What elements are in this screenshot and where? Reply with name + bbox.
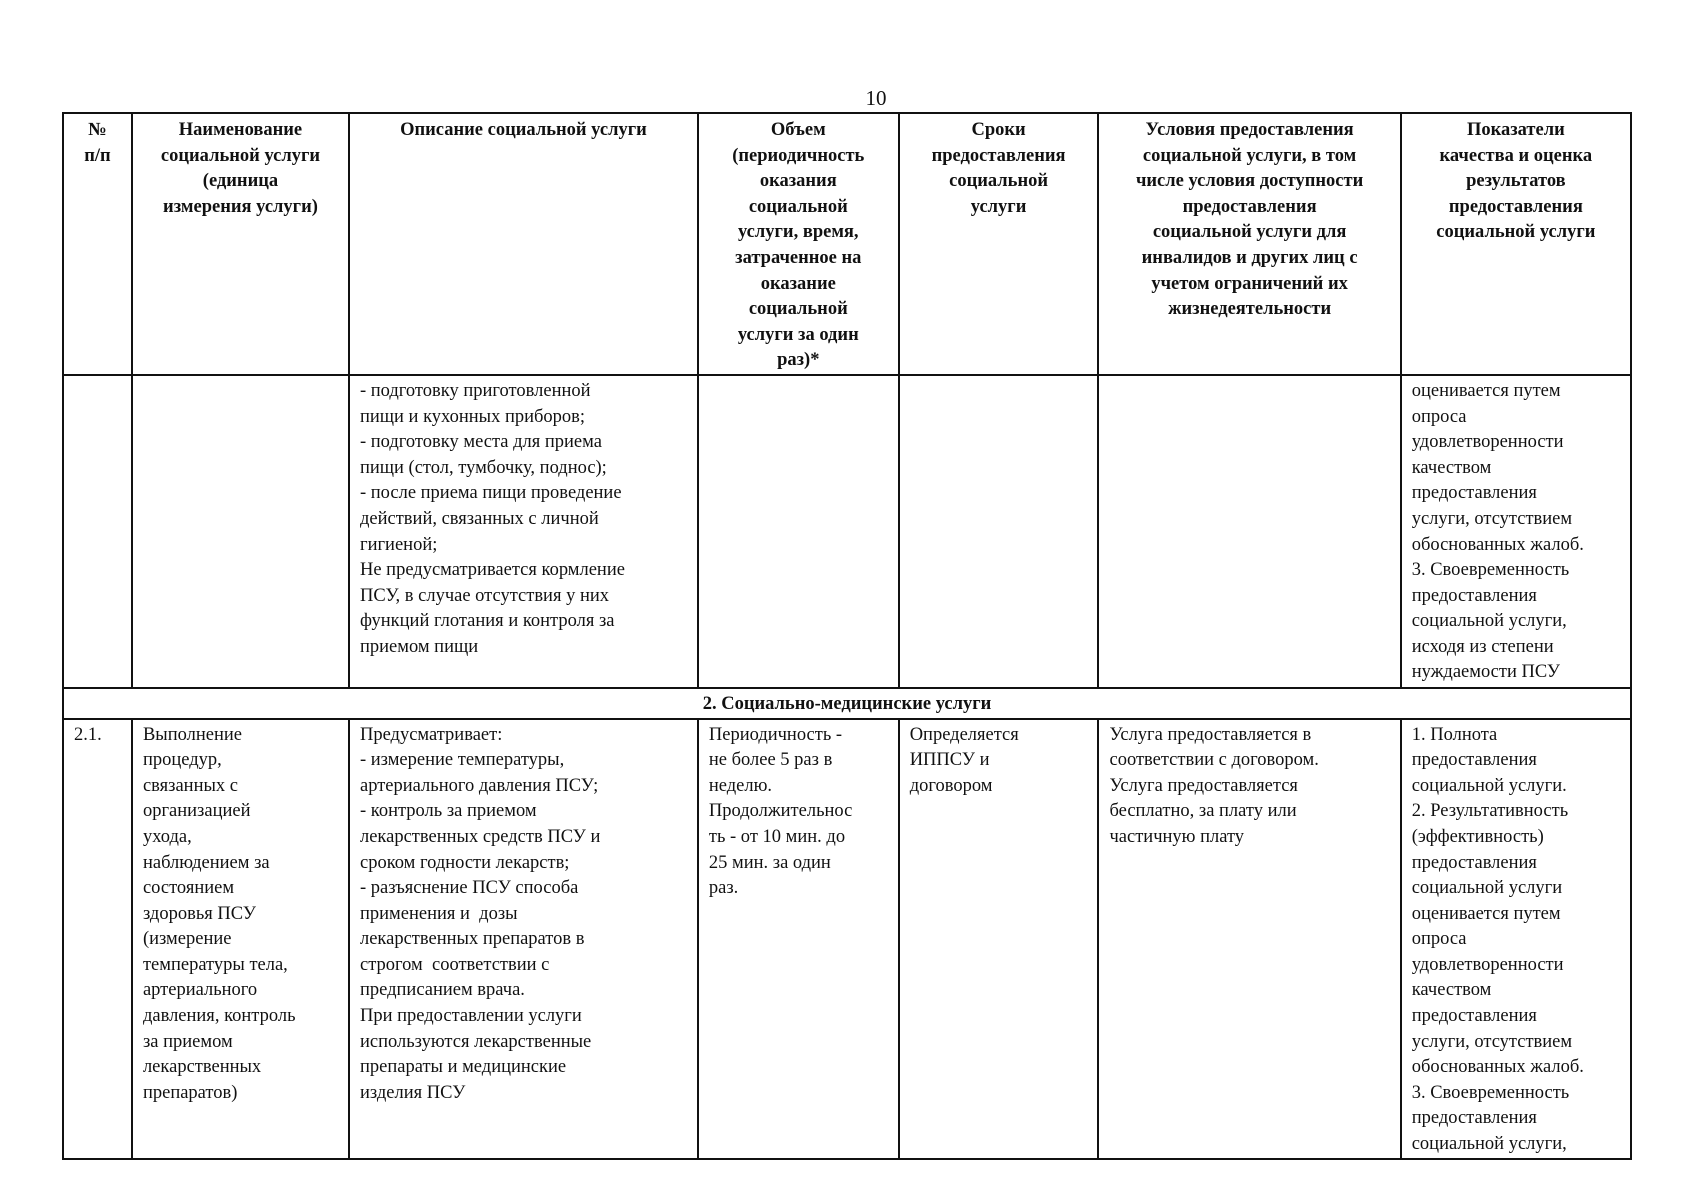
text-line: пищи и кухонных приборов; [359,406,586,427]
text-line: предоставления [1411,585,1537,606]
text-line: Предусматривает: [359,724,503,745]
header-service-name [132,113,349,375]
text-line: строгом соответствии с [359,954,550,975]
text-line: лекарственных средств ПСУ и [359,826,601,847]
text-line: опроса [1411,406,1467,427]
text-line: услуги [970,196,1027,217]
text-line: - контроль за приемом [359,801,537,822]
text-line: оказания [759,171,837,192]
text-line: применения и дозы [359,903,518,924]
text-line: социальной услуги для [1152,222,1347,243]
text-line: Продолжительнос [708,801,853,822]
cell-description [349,719,698,1159]
text-line: бесплатно, за плату или [1109,801,1297,822]
text-line: препаратов) [142,1082,238,1103]
text-line: ПСУ, в случае отсутствия у них [359,585,610,606]
text-line: - подготовку приготовленной [359,380,591,401]
text-line: Условия предоставления [1145,120,1354,140]
text-line: 2. Результативность [1411,801,1569,822]
text-line: 25 мин. за один [708,852,831,873]
text-line: удовлетворенности [1411,432,1564,453]
text-line: здоровья ПСУ [142,903,256,924]
text-line: температуры тела, [142,954,288,975]
text-line: услуги, отсутствием [1411,508,1573,529]
text-line: (измерение [142,929,232,950]
text-line: социальной [748,299,848,320]
text-line: обоснованных жалоб. [1411,1057,1584,1078]
text-line: соответствии с договором. [1109,750,1319,771]
text-line: социальной услуги [1411,878,1563,899]
text-line: социальной [949,171,1049,192]
text-line: - подготовку места для приема [359,432,602,453]
cell-name [132,719,349,1159]
cell-description [349,375,698,688]
text-line: давления, контроль [142,1006,296,1027]
header-terms [899,113,1099,375]
text-line: социальной услуги, [1411,611,1567,632]
text-line: оценивается путем [1411,903,1561,924]
text-line: - после приема пищи проведение [359,483,622,504]
text-line: предписанием врача. [359,980,525,1001]
text-line: (периодичность [732,145,865,166]
text-line: социальной услуги [160,145,321,166]
table-row [63,719,1631,1159]
text-line: Сроки [971,120,1026,140]
text-line: раз. [708,878,739,899]
section-row [63,688,1631,719]
header-quality [1401,113,1631,375]
text-line: инвалидов и других лиц с [1141,247,1358,268]
text-line: Определяется [909,724,1019,745]
text-line: не более 5 раз в [708,750,833,771]
text-line: 3. Своевременность [1411,560,1570,581]
header-volume [698,113,899,375]
text-line: нуждаемости ПСУ [1411,662,1561,683]
table-row [63,375,1631,688]
text-line: предоставления [1411,483,1537,504]
text-line: Описание социальной услуги [400,120,647,140]
text-line: Показатели [1466,120,1565,140]
text-line: Услуга предоставляется [1109,775,1298,796]
text-line: неделю. [708,775,773,796]
section-title: 2. Социально-медицинские услуги [63,688,1631,719]
text-line: ть - от 10 мин. до [708,826,846,847]
text-line: опроса [1411,929,1467,950]
text-line: п/п [84,145,111,166]
text-line: частичную плату [1109,826,1245,847]
text-line: ИППСУ и [909,750,990,771]
text-line: наблюдением за [142,852,270,873]
text-line: качеством [1411,457,1492,478]
text-line: препараты и медицинские [359,1057,567,1078]
text-line: Наименование [178,120,303,140]
text-line: организацией [142,801,251,822]
text-line: Периодичность - [708,724,843,745]
text-line: услуги, отсутствием [1411,1031,1573,1052]
text-line: социальной услуги, [1411,1134,1567,1155]
text-line: социальной услуги [1436,222,1596,243]
text-line: приемом пищи [359,636,479,657]
services-table [62,112,1632,1160]
text-line: сроком годности лекарств; [359,852,570,873]
header-conditions [1098,113,1400,375]
cell-terms [899,719,1099,1159]
text-line: учетом ограничений их [1151,273,1348,294]
text-line: оценивается путем [1411,380,1561,401]
text-line: - разъяснение ПСУ способа [359,878,579,899]
text-line: лекарственных [142,1057,262,1078]
text-line: социальной услуги. [1411,775,1567,796]
header-description [349,113,698,375]
text-line: связанных с [142,775,239,796]
cell-quality [1401,719,1631,1159]
text-line: (единица [202,171,279,192]
text-line: услуги, время, [738,222,859,243]
text-line: артериального [142,980,258,1001]
text-line: 3. Своевременность [1411,1082,1570,1103]
text-line: предоставления [1448,196,1583,217]
header-number [63,113,132,375]
page-number: 10 [865,86,887,110]
text-line: При предоставлении услуги [359,1006,582,1027]
text-line: Объем [770,120,826,140]
text-line: измерения услуги) [163,196,318,217]
text-line: затраченное на [735,247,862,268]
text-line: предоставления [931,145,1066,166]
text-line: предоставления [1411,1006,1537,1027]
text-line: 1. Полнота [1411,724,1498,745]
text-line: обоснованных жалоб. [1411,534,1584,555]
text-line: артериального давления ПСУ; [359,775,599,796]
cell-quality [1401,375,1631,688]
cell-volume [698,719,899,1159]
text-line: состоянием [142,878,235,899]
text-line: лекарственных препаратов в [359,929,585,950]
text-line: за приемом [142,1031,233,1052]
text-line: используются лекарственные [359,1031,592,1052]
text-line: качеством [1411,980,1492,1001]
text-line: Услуга предоставляется в [1109,724,1312,745]
text-line: удовлетворенности [1411,954,1564,975]
text-line: пищи (стол, тумбочку, поднос); [359,457,607,478]
text-line: предоставления [1411,1108,1537,1129]
text-line: функций глотания и контроля за [359,611,615,632]
text-line: (эффективность) [1411,826,1544,847]
header-row [63,113,1631,375]
cell-number [63,375,132,688]
cell-number: 2.1. [63,719,132,1159]
text-line: Выполнение [142,724,242,745]
text-line: процедур, [142,750,222,771]
text-line: предоставления [1182,196,1317,217]
text-line: - измерение температуры, [359,750,565,771]
cell-conditions [1098,719,1400,1159]
text-line: № [88,120,107,140]
text-line: Не предусматривается кормление [359,560,625,581]
text-line: ухода, [142,826,192,847]
cell-conditions [1098,375,1400,688]
text-line: исходя из степени [1411,636,1554,657]
text-line: изделия ПСУ [359,1082,466,1103]
text-line: качества и оценка [1439,145,1593,166]
text-line: социальной [748,196,848,217]
text-line: оказание [760,273,836,294]
cell-name [132,375,349,688]
text-line: действий, связанных с личной [359,508,599,529]
text-line: предоставления [1411,750,1537,771]
text-line: договором [909,775,993,796]
text-line: числе условия доступности [1135,171,1364,192]
text-line: гигиеной; [359,534,438,555]
text-line: предоставления [1411,852,1537,873]
text-line: раз)* [777,350,820,371]
text-line: жизнедеятельности [1168,299,1332,320]
cell-volume [698,375,899,688]
text-line: социальной услуги, в том [1142,145,1357,166]
text-line: результатов [1466,171,1566,192]
text-line: услуги за один [737,324,859,345]
cell-terms [899,375,1099,688]
